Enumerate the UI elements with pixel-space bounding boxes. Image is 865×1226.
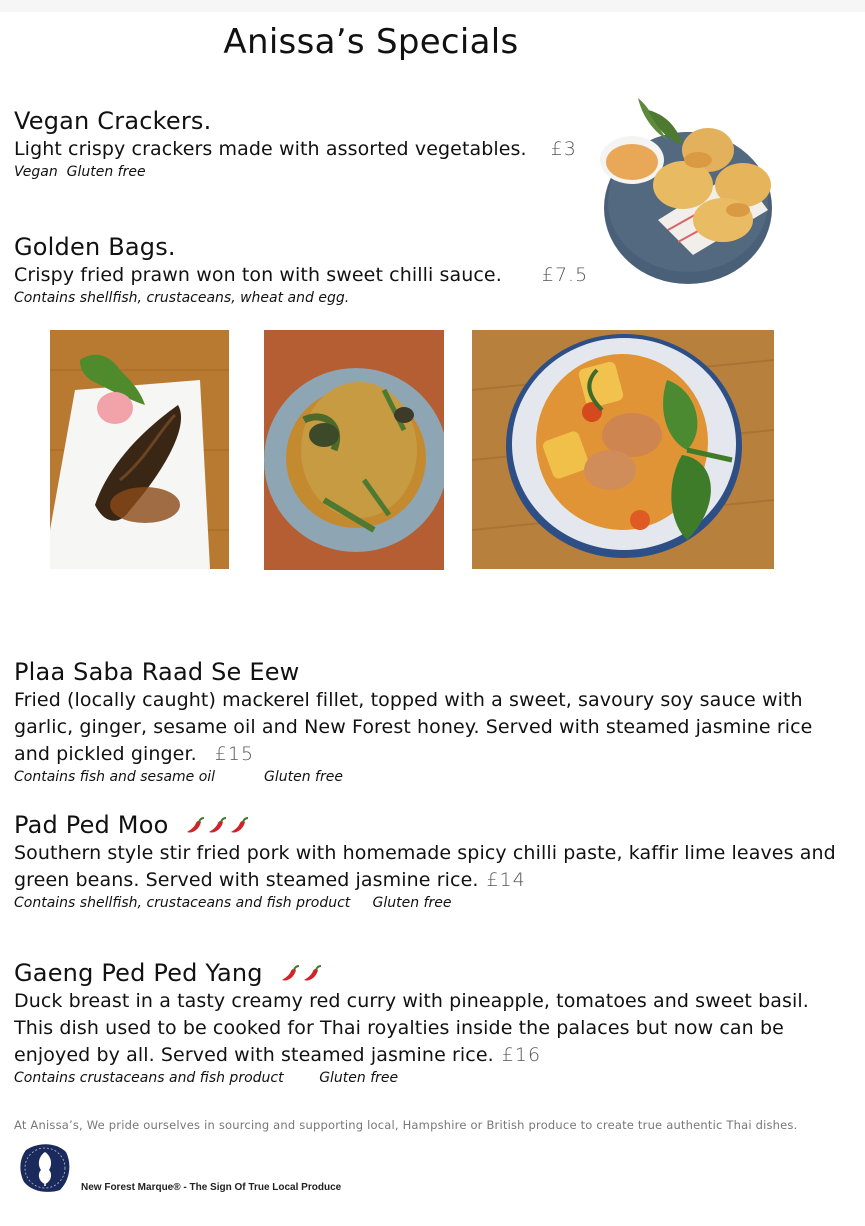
photo-pork-stir-fry [264,330,444,570]
pork-stir-fry-image [264,330,444,570]
menu-item-vegan-crackers [14,106,594,181]
item-description: Duck breast in a tasty creamy red curry with pineapple, tomatoes and sweet basil. This dish used to be cooked for Thai royalties inside the palaces but now can be enjoyed by all. Served with steamed jasmine rice. £16 [14,990,809,1066]
item-price: £14 [486,869,526,891]
menu-item-plaa-saba [14,657,854,786]
item-note: Contains crustaceans and fish product Gluten free [14,1070,399,1086]
item-name: Vegan Crackers. [14,107,212,135]
golden-bags-image [598,90,774,286]
new-forest-marque-caption: New Forest Marque® - The Sign Of True Local Produce [81,1182,342,1193]
chili-pepper-icon [228,816,250,836]
chili-pepper-icon [279,964,301,984]
sourcing-statement: At Anissa’s, We pride ourselves in sourcing and supporting local, Hampshire or British produce to create true authentic Thai dishes. [14,1118,798,1132]
item-name: Pad Ped Moo [14,811,169,839]
top-band [0,0,865,12]
item-description: Crispy fried prawn won ton with sweet chilli sauce. £7.5 [14,264,589,286]
mackerel-image [50,330,229,569]
item-name-row [14,958,834,988]
spice-level-2 [279,964,323,984]
menu-item-golden-bags [14,232,604,307]
photo-golden-bags [598,90,774,286]
spice-level-3 [184,816,250,836]
page-title: Anissa’s Specials [223,22,519,62]
chili-pepper-icon [206,816,228,836]
menu-item-pad-ped-moo [14,810,854,912]
photo-red-curry [472,330,774,569]
item-name: Plaa Saba Raad Se Eew [14,658,300,686]
item-price: £15 [214,743,255,765]
item-description: Fried (locally caught) mackerel fillet, topped with a sweet, savoury soy sauce with garlic, ginger, sesame oil and New Forest honey. Served with steamed jasmine rice and pickled ginger. £15 [14,689,813,765]
red-curry-image [472,330,774,569]
chili-pepper-icon [184,816,206,836]
new-forest-marque-logo-icon [18,1140,72,1194]
item-note: Contains shellfish, crustaceans, wheat and egg. [14,290,350,306]
item-description: Light crispy crackers made with assorted vegetables. £3 [14,138,577,160]
chili-pepper-icon [301,964,323,984]
item-price: £3 [550,138,577,160]
item-name: Golden Bags. [14,233,176,261]
item-name-row [14,810,854,840]
item-note: Contains fish and sesame oil Gluten free [14,769,343,785]
item-price: £7.5 [541,264,589,286]
item-note: Contains shellfish, crustaceans and fish product Gluten free [14,895,452,911]
menu-item-gaeng-ped-ped-yang [14,958,834,1087]
photo-mackerel [50,330,229,569]
item-name: Gaeng Ped Ped Yang [14,959,263,987]
item-description: Southern style stir fried pork with homemade spicy chilli paste, kaffir lime leaves and green beans. Served with steamed jasmine rice. £14 [14,842,836,891]
item-note: Vegan Gluten free [14,164,146,180]
item-price: £16 [501,1044,542,1066]
